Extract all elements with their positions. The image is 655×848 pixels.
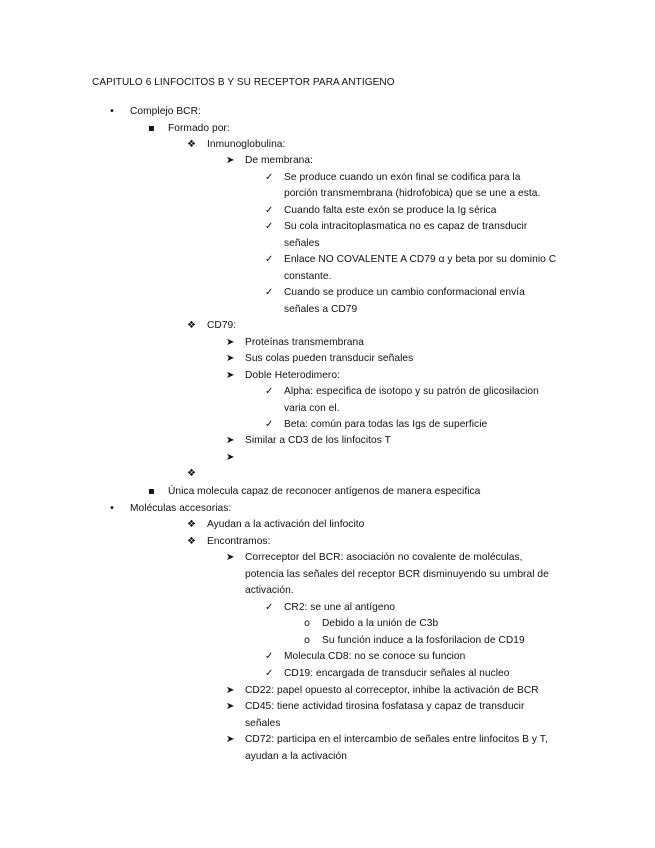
check-bullet-icon: ✓ <box>265 386 274 397</box>
arrow-bullet-icon: ➤ <box>226 435 235 446</box>
circle-bullet-icon: o <box>304 618 311 629</box>
check-bullet-icon: ✓ <box>265 419 274 430</box>
outline-item: Su cola intracitoplasmatica no es capaz de transducir <box>284 221 528 232</box>
outline-item: Proteínas transmembrana <box>245 337 364 348</box>
outline-item: CD22: papel opuesto al correceptor, inhibe la activación de BCR <box>245 685 539 696</box>
outline-item: Cuando se produce un cambio conformacional envía <box>284 287 525 298</box>
outline-item: Doble Heterodimero: <box>245 370 340 381</box>
outline-item: CR2: se une al antígeno <box>284 602 396 613</box>
outline-item: CD19: encargada de transducir señales al nucleo <box>284 668 510 679</box>
check-bullet-icon: ✓ <box>265 205 274 216</box>
outline-item: Moléculas accesorias: <box>130 503 232 514</box>
outline-item: Beta: común para todas las Igs de superficie <box>284 419 488 430</box>
outline-item-continuation: activación. <box>245 585 294 596</box>
check-bullet-icon: ✓ <box>265 287 274 298</box>
diamond-bullet-icon: ❖ <box>187 139 196 150</box>
diamond-bullet-icon: ❖ <box>187 519 196 530</box>
outline-item: Debido a la unión de C3b <box>322 618 439 629</box>
document-title: CAPITULO 6 LINFOCITOS B Y SU RECEPTOR PARA ANTIGENO <box>92 77 395 88</box>
outline-item: De membrana: <box>245 155 313 166</box>
diamond-bullet-icon: ❖ <box>187 536 196 547</box>
outline-item: Su función induce a la fosforilacion de CD19 <box>322 635 525 646</box>
arrow-bullet-icon: ➤ <box>226 353 235 364</box>
arrow-bullet-icon: ➤ <box>226 452 235 463</box>
arrow-bullet-icon: ➤ <box>226 552 235 563</box>
outline-item: Única molecula capaz de reconocer antígenos de manera especifica <box>168 486 481 497</box>
outline-item: Ayudan a la activación del linfocito <box>207 519 365 530</box>
outline-item-continuation: porción transmembrana (hidrofobica) que se une a esta. <box>284 188 541 199</box>
arrow-bullet-icon: ➤ <box>226 155 235 166</box>
diamond-bullet-icon: ❖ <box>187 320 196 331</box>
check-bullet-icon: ✓ <box>265 221 274 232</box>
outline-item: Enlace NO COVALENTE A CD79 α y beta por su dominio C <box>284 254 557 265</box>
outline-item: Complejo BCR: <box>130 106 201 117</box>
arrow-bullet-icon: ➤ <box>226 734 235 745</box>
outline-item: CD79: <box>207 320 237 331</box>
check-bullet-icon: ✓ <box>265 651 274 662</box>
arrow-bullet-icon: ➤ <box>226 685 235 696</box>
square-bullet-icon: ▪ <box>148 123 155 134</box>
outline-item: CD45: tiene actividad tirosina fosfatasa y capaz de transducir <box>245 701 525 712</box>
square-bullet-icon: ▪ <box>148 486 155 497</box>
diamond-bullet-icon: ❖ <box>187 468 196 479</box>
outline-item: Alpha: especifica de isotopo y su patrón de glicosilacion <box>284 386 539 397</box>
outline-item: CD72: participa en el intercambio de señales entre linfocitos B y T, <box>245 734 548 745</box>
outline-item: Inmunoglobulina: <box>207 139 286 150</box>
check-bullet-icon: ✓ <box>265 602 274 613</box>
check-bullet-icon: ✓ <box>265 668 274 679</box>
disc-bullet-icon: • <box>109 106 115 117</box>
outline-item-continuation: señales <box>284 238 320 249</box>
outline-item: Correceptor del BCR: asociación no covalente de moléculas, <box>245 552 523 563</box>
outline-item-continuation: varia con el. <box>284 403 340 414</box>
disc-bullet-icon: • <box>109 503 115 514</box>
outline-item: Molecula CD8: no se conoce su funcion <box>284 651 466 662</box>
check-bullet-icon: ✓ <box>265 254 274 265</box>
outline-item: Cuando falta este exón se produce la Ig sérica <box>284 205 497 216</box>
outline-item: Sus colas pueden transducir señales <box>245 353 414 364</box>
outline-item: Se produce cuando un exón final se codifica para la <box>284 172 521 183</box>
arrow-bullet-icon: ➤ <box>226 370 235 381</box>
outline-item-continuation: señales a CD79 <box>284 304 358 315</box>
check-bullet-icon: ✓ <box>265 172 274 183</box>
outline-item: Formado por: <box>168 123 230 134</box>
outline-item-continuation: constante. <box>284 271 332 282</box>
arrow-bullet-icon: ➤ <box>226 701 235 712</box>
outline-item-continuation: ayudan a la activación <box>245 751 347 762</box>
circle-bullet-icon: o <box>304 635 311 646</box>
outline-item-continuation: señales <box>245 718 281 729</box>
outline-item: Encontramos: <box>207 536 271 547</box>
outline-item-continuation: potencia las señales del receptor BCR disminuyendo su umbral de <box>245 569 549 580</box>
outline-item: Similar a CD3 de los linfocitos T <box>245 435 391 446</box>
arrow-bullet-icon: ➤ <box>226 337 235 348</box>
